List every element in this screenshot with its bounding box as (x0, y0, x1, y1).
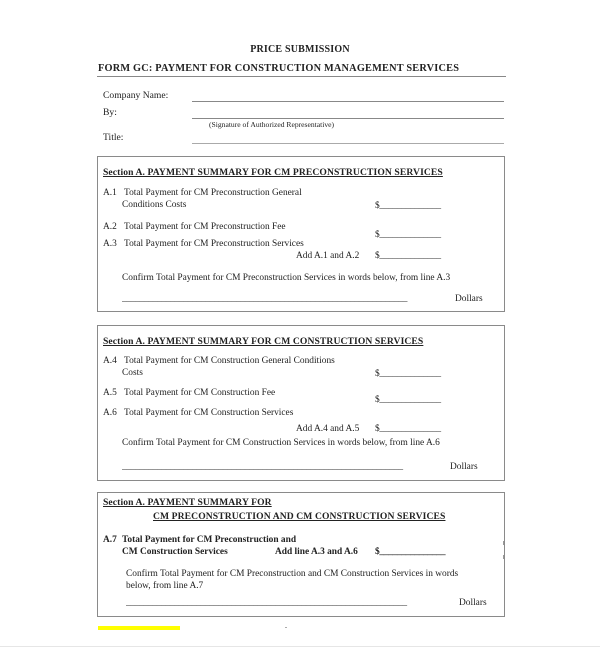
section-heading: Section A. PAYMENT SUMMARY FOR (103, 497, 272, 508)
add-note: Add A.1 and A.2 (296, 251, 360, 261)
title-field[interactable] (192, 143, 504, 144)
section-heading: Section A. PAYMENT SUMMARY FOR CM CONSTRUCTION SERVICES (103, 336, 424, 347)
amount-field-a6[interactable]: $______________ (375, 424, 441, 434)
signature-field[interactable] (192, 118, 504, 119)
dollars-label: Dollars (459, 598, 487, 608)
by-label: By: (103, 107, 117, 118)
company-name-field[interactable] (192, 101, 504, 102)
confirm-text: Confirm Total Payment for CM Preconstruction and CM Construction Services in words (126, 569, 459, 579)
document-title: PRICE SUBMISSION (250, 44, 350, 55)
item-label-cont: CM Construction Services (122, 547, 228, 557)
item-label-cont: Costs (122, 368, 143, 378)
form-title: FORM GC: PAYMENT FOR CONSTRUCTION MANAGEMENT SERVICES (98, 63, 460, 74)
amount-field-a2[interactable]: $______________ (375, 230, 441, 240)
company-name-label: Company Name: (103, 90, 169, 101)
item-label-cont: Conditions Costs (122, 200, 187, 210)
form-title-rule (97, 76, 506, 77)
words-field[interactable]: _________________________________________________________________ (122, 294, 408, 304)
amount-field-a5[interactable]: $______________ (375, 395, 441, 405)
section-preconstruction (97, 156, 505, 312)
signature-caption: (Signature of Authorized Representative) (209, 120, 335, 129)
amount-field-a3[interactable]: $______________ (375, 251, 441, 261)
confirm-text-cont: below, from line A.7 (126, 581, 204, 591)
title-label: Title: (103, 132, 124, 143)
amount-field-a4[interactable]: $______________ (375, 369, 441, 379)
edge-mark (503, 541, 504, 545)
item-number: A.2 (103, 222, 117, 232)
add-note: Add line A.3 and A.6 (275, 547, 358, 557)
item-number: A.7 (103, 535, 117, 545)
item-label: Total Payment for CM Preconstruction Fee (124, 222, 286, 232)
item-label: Total Payment for CM Preconstruction Services (124, 239, 304, 249)
item-label: Total Payment for CM Construction Services (124, 408, 294, 418)
section-construction (97, 325, 505, 481)
item-label: Total Payment for CM Preconstruction General (124, 188, 302, 198)
item-number: A.4 (103, 356, 117, 366)
page-bottom-edge (0, 646, 600, 647)
words-field[interactable]: ________________________________________________________________ (122, 462, 403, 472)
words-field[interactable]: ________________________________________________________________ (126, 598, 407, 608)
dot-mark (285, 627, 287, 628)
highlight-mark (98, 626, 180, 630)
add-note: Add A.4 and A.5 (296, 424, 360, 434)
item-number: A.1 (103, 188, 117, 198)
item-number: A.3 (103, 239, 117, 249)
item-number: A.6 (103, 408, 117, 418)
item-number: A.5 (103, 388, 117, 398)
confirm-text: Confirm Total Payment for CM Preconstruction Services in words below, from line A.3 (122, 273, 451, 283)
section-heading: Section A. PAYMENT SUMMARY FOR CM PRECONSTRUCTION SERVICES (103, 167, 443, 178)
item-label: Total Payment for CM Construction Fee (124, 388, 276, 398)
dollars-label: Dollars (455, 294, 483, 304)
item-label: Total Payment for CM Preconstruction and (122, 535, 297, 545)
amount-field-a1[interactable]: $______________ (375, 201, 441, 211)
dollars-label: Dollars (450, 462, 478, 472)
confirm-text: Confirm Total Payment for CM Construction Services in words below, from line A.6 (122, 438, 440, 448)
edge-mark (503, 555, 504, 559)
amount-field-a7[interactable]: $_______________ (375, 547, 446, 557)
item-label: Total Payment for CM Construction General Conditions (124, 356, 335, 366)
section-heading-cont: CM PRECONSTRUCTION AND CM CONSTRUCTION SERVICES (153, 511, 446, 522)
